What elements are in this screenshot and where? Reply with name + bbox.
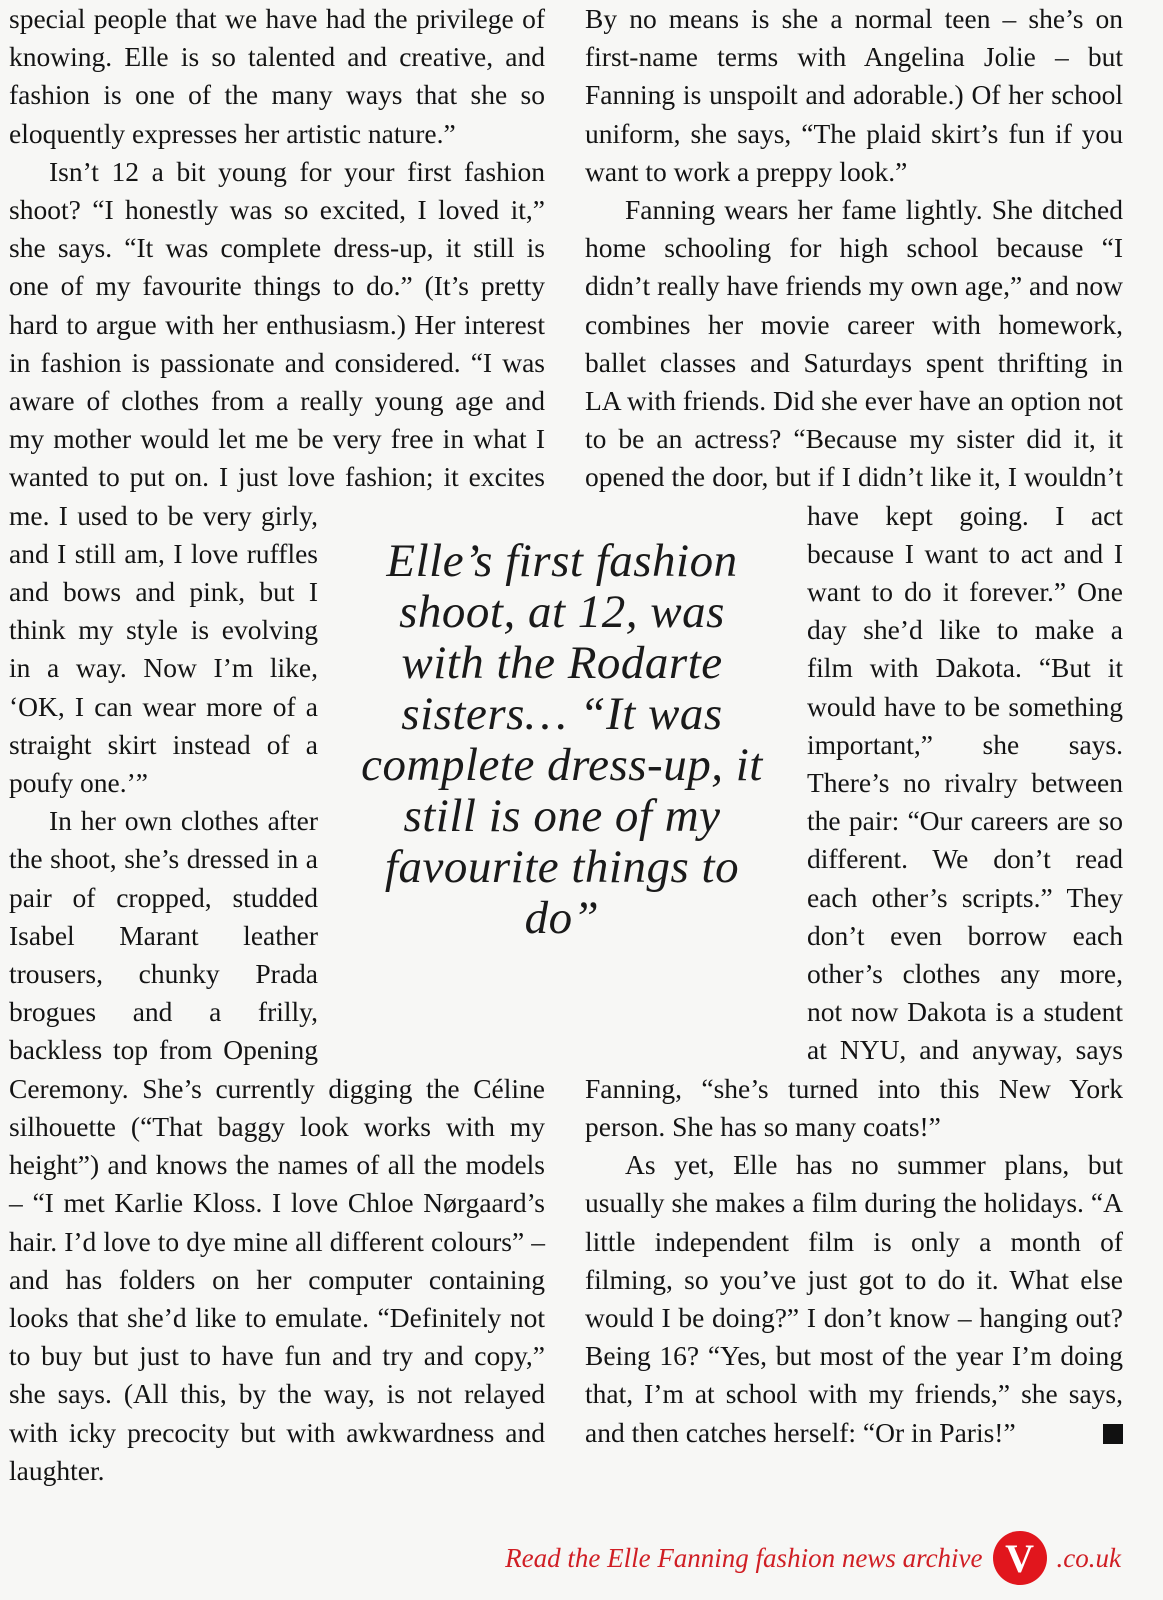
paragraph-6-text: As yet, Elle has no summer plans, but usually she makes a film during the holidays. “A little independent film is only a month of filming, so you’ve just got to do it. What else would I be doing?” I don’t know – hanging out? Being 16? “Yes, but most of the year I’m doing that, I’m at school with my friends,” she says, and then catches herself: “Or in Paris!” <box>585 1149 1123 1448</box>
paragraph-2: Isn’t 12 a bit young for your first fashion shoot? “I honestly was so excited, I loved it,” she says. “It was complete dress-up, it still is one of my favourite things to do.” (It’s pretty hard to argue with her enthusiasm.) Her interest in fashion is passionate and considered. “I was aware of clothes from a really young age and my mother would let me be very free in what I wanted to put on. I just love fashion; it excites me. I used to be very girly, and I still am, I love ruffles and bows and pink, but I think my style is evolving in a way. Now I’m like, ‘OK, I can wear more of a straight skirt instead of a poufy one.’” <box>9 155 545 799</box>
paragraph-1: special people that we have had the privilege of knowing. Elle is so talented and creative, and fashion is one of the many ways that she so eloquently expresses her artistic nature.” <box>9 3 545 149</box>
end-mark-icon <box>1103 1424 1123 1444</box>
footer-link[interactable] <box>505 1530 1121 1586</box>
pull-quote: Elle’s first fashion shoot, at 12, was with the Rodarte sisters… “It was complete dress-up, it still is one of my favourite things to do” <box>361 535 763 944</box>
footer-domain[interactable]: .co.uk <box>1056 1542 1121 1573</box>
paragraph-5: Fanning wears her fame lightly. She ditched home schooling for high school because “I didn’t really have friends my own age,” and now combines her movie career with homework, ballet classes and Saturdays spent thrifting in LA with friends. Did she ever have an option not to be an actress? “Because my sister did it, it opened the door, but if I didn’t like it, I wouldn’t have kept going. I act because I want to act and I want to do it forever.” One day she’d like to make a film with Dakota. “But it would have to be something important,” she says. There’s no rivalry between the pair: “Our careers are so different. We don’t read each other’s scripts.” They don’t even borrow each other’s clothes any more, not now Dakota is a student at NYU, and anyway, says Fanning, “she’s turned into this New York person. She has so many coats!” <box>585 194 1123 1142</box>
paragraph-4: By no means is she a normal teen – she’s on first-name terms with Angelina Jolie – but Fanning is unspoilt and adorable.) Of her school uniform, she says, “The plaid skirt’s fun if you want to work a preppy look.” <box>585 3 1123 187</box>
paragraph-3: In her own clothes after the shoot, she’s dressed in a pair of cropped, studded Isabel Marant leather trousers, chunky Prada brogues and a frilly, backless top from Opening Ceremony. She’s currently digging the Céline silhouette (“That baggy look works with my height”) and knows the names of all the models – “I met Karlie Kloss. I love Chloe Nørgaard’s hair. I’d love to dye mine all different colours” – and has folders on her computer containing looks that she’d like to emulate. “Definitely not to buy but just to have fun and try and copy,” she says. (All this, by the way, is not relayed with icky precocity but with awkwardness and laughter. <box>9 805 545 1486</box>
paragraph-6 <box>585 1146 1123 1452</box>
v-logo-icon[interactable]: V <box>993 1531 1047 1585</box>
footer-link-text[interactable]: Read the Elle Fanning fashion news archive <box>505 1542 983 1573</box>
